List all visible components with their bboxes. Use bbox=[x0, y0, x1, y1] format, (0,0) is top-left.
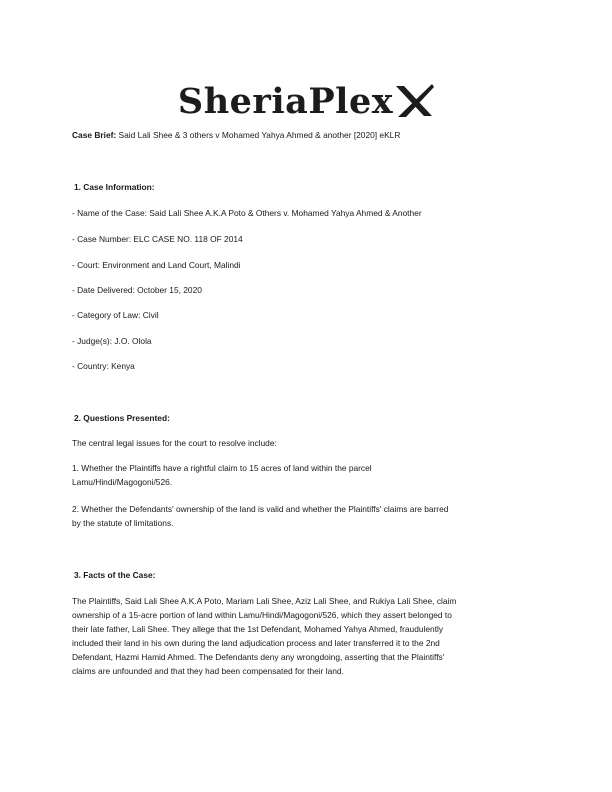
case-information-heading: 1. Case Information: bbox=[74, 182, 155, 192]
question-2-line-2: by the statute of limitations. bbox=[72, 518, 174, 528]
facts-line: their late father, Lali Shee. They allege that the 1st Defendant, Mohamed Yahya Ahmed, fraudulently bbox=[72, 624, 444, 634]
facts-line: The Plaintiffs, Said Lali Shee A.K.A Poto, Mariam Lali Shee, Aziz Lali Shee, and Rukiya Lali Shee, claim bbox=[72, 596, 457, 606]
facts-line: Defendant, Hazmi Hamid Ahmed. The Defendants deny any wrongdoing, asserting that the Plaintiffs' bbox=[72, 652, 445, 662]
facts-line: claims are unfounded and that they had been compensated for their land. bbox=[72, 666, 344, 676]
question-1-line-1: 1. Whether the Plaintiffs have a rightful claim to 15 acres of land within the parcel bbox=[72, 463, 372, 473]
question-1-line-2: Lamu/Hindi/Magogoni/526. bbox=[72, 477, 173, 487]
case-brief-label: Case Brief: bbox=[72, 130, 117, 140]
facts-line: included their land in his own during the land adjudication process and later transferred it to the 2nd bbox=[72, 638, 440, 648]
facts-heading: 3. Facts of the Case: bbox=[74, 570, 156, 580]
logo-x-mark-icon bbox=[394, 84, 434, 118]
case-info-item-name: - Name of the Case: Said Lali Shee A.K.A Poto & Others v. Mohamed Yahya Ahmed & Another bbox=[72, 208, 422, 218]
case-brief-line bbox=[72, 130, 400, 140]
facts-line: ownership of a 15-acre portion of land within Lamu/Hindi/Magogoni/526, which they assert belonged to bbox=[72, 610, 452, 620]
case-info-item-country: - Country: Kenya bbox=[72, 361, 135, 371]
case-info-item-number: - Case Number: ELC CASE NO. 118 OF 2014 bbox=[72, 234, 243, 244]
question-2-line-1: 2. Whether the Defendants' ownership of the land is valid and whether the Plaintiffs' claims are barred bbox=[72, 504, 449, 514]
logo-wordmark: SheriaPlex bbox=[177, 80, 394, 122]
questions-presented-heading: 2. Questions Presented: bbox=[74, 413, 170, 423]
case-info-item-category: - Category of Law: Civil bbox=[72, 310, 159, 320]
case-info-item-judge: - Judge(s): J.O. Olola bbox=[72, 336, 152, 346]
case-brief-title: Said Lali Shee & 3 others v Mohamed Yahya Ahmed & another [2020] eKLR bbox=[118, 130, 401, 140]
case-info-item-court: - Court: Environment and Land Court, Malindi bbox=[72, 260, 241, 270]
sheriaplex-logo bbox=[0, 78, 612, 124]
questions-intro: The central legal issues for the court to resolve include: bbox=[72, 438, 277, 448]
case-info-item-date: - Date Delivered: October 15, 2020 bbox=[72, 285, 202, 295]
